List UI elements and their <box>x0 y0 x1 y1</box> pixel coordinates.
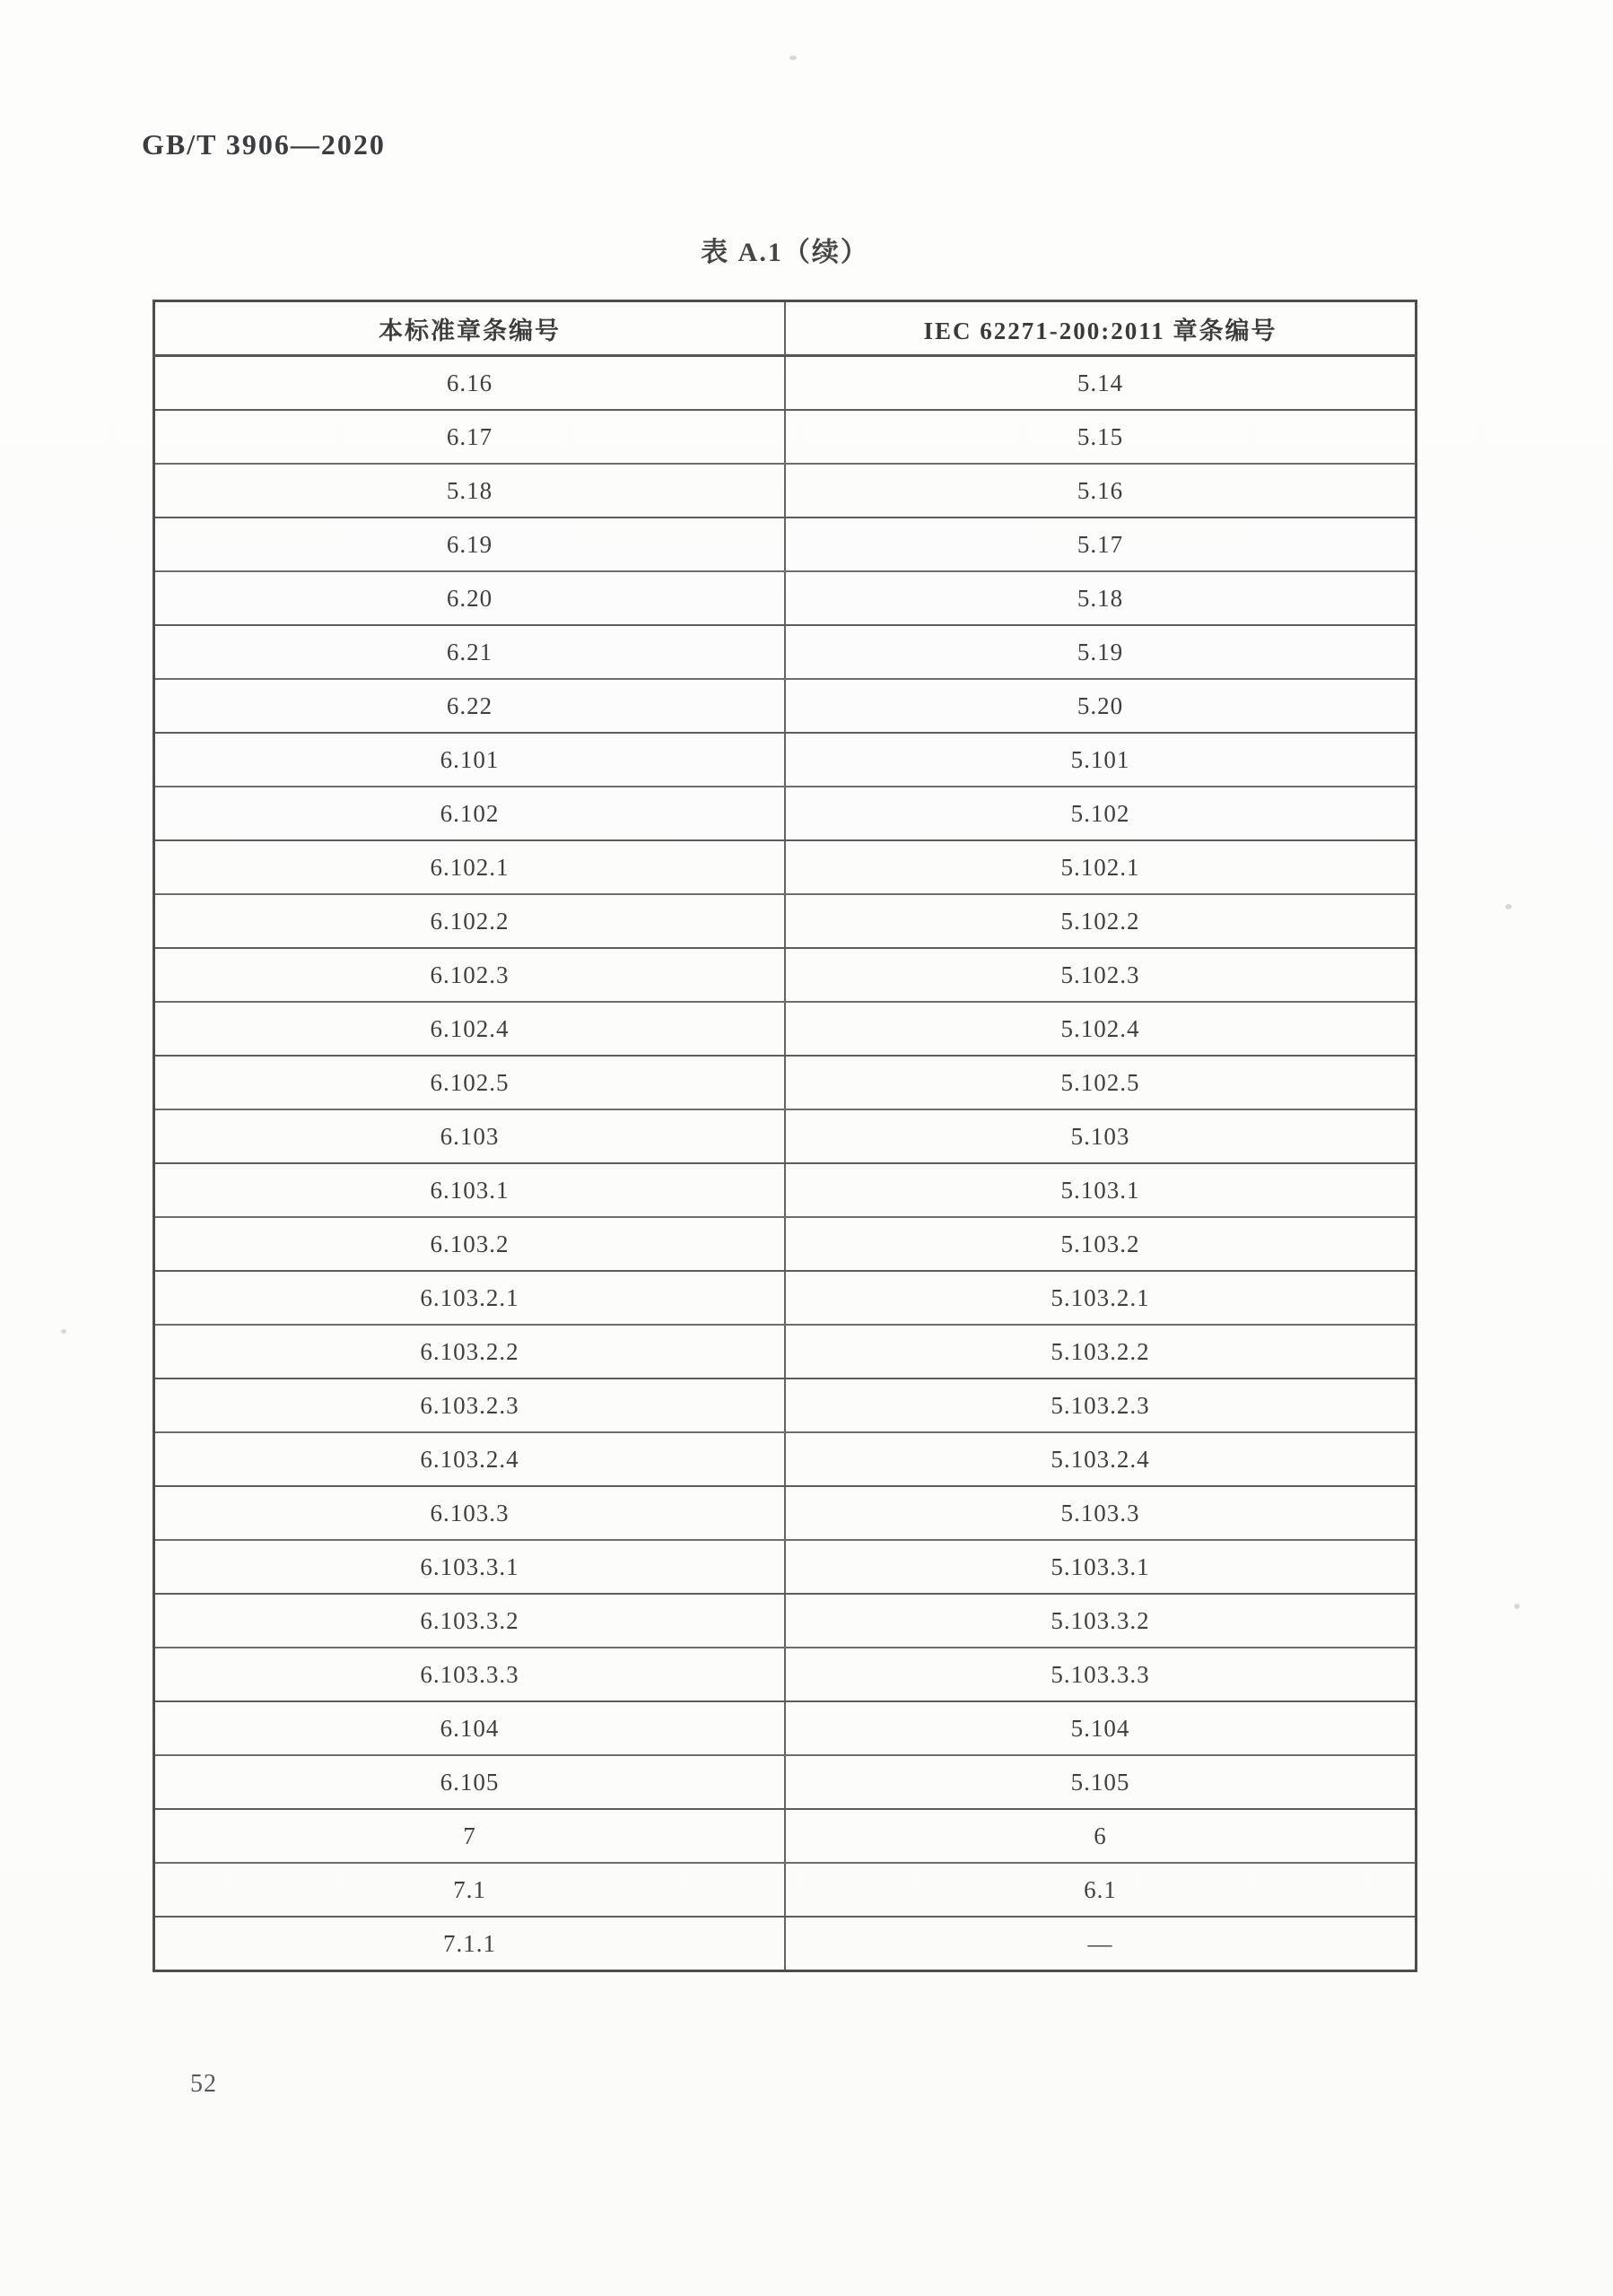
cell-this-standard-clause: 6.102.2 <box>154 894 786 948</box>
cell-iec-clause: 5.105 <box>785 1755 1417 1809</box>
cell-this-standard-clause: 6.103.2.4 <box>154 1432 786 1486</box>
cell-iec-clause: 5.103.2 <box>785 1217 1417 1271</box>
cell-this-standard-clause: 6.102.1 <box>154 840 786 894</box>
table-row <box>154 894 1417 948</box>
scan-speck <box>1514 1604 1520 1609</box>
table-row <box>154 1540 1417 1594</box>
cell-this-standard-clause: 6.103.2.1 <box>154 1271 786 1325</box>
table-row <box>154 1701 1417 1755</box>
table-header-row <box>154 301 1417 356</box>
cell-this-standard-clause: 6.103.2.3 <box>154 1378 786 1432</box>
table-row <box>154 787 1417 840</box>
cell-this-standard-clause: 6.102.3 <box>154 948 786 1002</box>
cell-iec-clause: 5.103.3 <box>785 1486 1417 1540</box>
clause-mapping-table <box>153 300 1417 1972</box>
table-body <box>154 356 1417 1971</box>
cell-this-standard-clause: 7.1.1 <box>154 1917 786 1971</box>
table-row <box>154 1486 1417 1540</box>
cell-iec-clause: 5.103.2.3 <box>785 1378 1417 1432</box>
cell-this-standard-clause: 7 <box>154 1809 786 1863</box>
cell-this-standard-clause: 6.103.3.1 <box>154 1540 786 1594</box>
table-row <box>154 1163 1417 1217</box>
cell-this-standard-clause: 7.1 <box>154 1863 786 1917</box>
cell-iec-clause: 5.17 <box>785 517 1417 571</box>
cell-this-standard-clause: 6.103.3.2 <box>154 1594 786 1648</box>
table-row <box>154 1809 1417 1863</box>
table-row <box>154 517 1417 571</box>
cell-this-standard-clause: 6.101 <box>154 733 786 787</box>
cell-this-standard-clause: 6.19 <box>154 517 786 571</box>
cell-this-standard-clause: 6.20 <box>154 571 786 625</box>
cell-this-standard-clause: 6.103.2.2 <box>154 1325 786 1378</box>
cell-iec-clause: 5.103.3.2 <box>785 1594 1417 1648</box>
cell-this-standard-clause: 5.18 <box>154 464 786 517</box>
cell-iec-clause: 5.15 <box>785 410 1417 464</box>
table-title: 表 A.1（续） <box>701 238 869 267</box>
cell-iec-clause: 5.103.3.1 <box>785 1540 1417 1594</box>
table-row <box>154 1056 1417 1109</box>
cell-iec-clause: 6.1 <box>785 1863 1417 1917</box>
cell-this-standard-clause: 6.16 <box>154 356 786 411</box>
cell-this-standard-clause: 6.103.3.3 <box>154 1648 786 1701</box>
cell-iec-clause: 5.20 <box>785 679 1417 733</box>
column-header-iec: IEC 62271-200:2011 章条编号 <box>785 301 1417 356</box>
cell-this-standard-clause: 6.102.4 <box>154 1002 786 1056</box>
cell-iec-clause: — <box>785 1917 1417 1971</box>
table-row <box>154 733 1417 787</box>
table-row <box>154 1271 1417 1325</box>
cell-this-standard-clause: 6.105 <box>154 1755 786 1809</box>
table-row <box>154 1594 1417 1648</box>
cell-iec-clause: 5.104 <box>785 1701 1417 1755</box>
cell-this-standard-clause: 6.103 <box>154 1109 786 1163</box>
column-header-this-standard: 本标准章条编号 <box>154 301 786 356</box>
cell-this-standard-clause: 6.103.3 <box>154 1486 786 1540</box>
table-row <box>154 1917 1417 1971</box>
standard-code: GB/T 3906—2020 <box>142 128 386 161</box>
cell-this-standard-clause: 6.102.5 <box>154 1056 786 1109</box>
page-number: 52 <box>190 2070 217 2098</box>
table-row <box>154 356 1417 411</box>
cell-this-standard-clause: 6.103.1 <box>154 1163 786 1217</box>
table-row <box>154 1432 1417 1486</box>
table-row <box>154 1863 1417 1917</box>
cell-iec-clause: 5.103.2.2 <box>785 1325 1417 1378</box>
scan-speck <box>789 56 797 60</box>
cell-this-standard-clause: 6.17 <box>154 410 786 464</box>
table-row <box>154 410 1417 464</box>
table-row <box>154 1378 1417 1432</box>
cell-this-standard-clause: 6.104 <box>154 1701 786 1755</box>
cell-iec-clause: 5.102 <box>785 787 1417 840</box>
cell-iec-clause: 5.102.2 <box>785 894 1417 948</box>
table-row <box>154 679 1417 733</box>
cell-iec-clause: 5.102.5 <box>785 1056 1417 1109</box>
cell-iec-clause: 5.14 <box>785 356 1417 411</box>
cell-iec-clause: 5.19 <box>785 625 1417 679</box>
cell-iec-clause: 6 <box>785 1809 1417 1863</box>
scan-speck <box>61 1329 66 1334</box>
table-row <box>154 1325 1417 1378</box>
table-row <box>154 1648 1417 1701</box>
cell-iec-clause: 5.103.2.1 <box>785 1271 1417 1325</box>
scan-speck <box>1505 904 1512 909</box>
table-row <box>154 1109 1417 1163</box>
table-row <box>154 948 1417 1002</box>
cell-this-standard-clause: 6.103.2 <box>154 1217 786 1271</box>
cell-iec-clause: 5.16 <box>785 464 1417 517</box>
table-row <box>154 1002 1417 1056</box>
cell-iec-clause: 5.101 <box>785 733 1417 787</box>
cell-iec-clause: 5.103.1 <box>785 1163 1417 1217</box>
table-row <box>154 464 1417 517</box>
cell-iec-clause: 5.102.3 <box>785 948 1417 1002</box>
cell-iec-clause: 5.102.1 <box>785 840 1417 894</box>
cell-iec-clause: 5.102.4 <box>785 1002 1417 1056</box>
table-row <box>154 1755 1417 1809</box>
table-row <box>154 625 1417 679</box>
cell-this-standard-clause: 6.22 <box>154 679 786 733</box>
cell-this-standard-clause: 6.21 <box>154 625 786 679</box>
cell-this-standard-clause: 6.102 <box>154 787 786 840</box>
cell-iec-clause: 5.103.3.3 <box>785 1648 1417 1701</box>
table-row <box>154 571 1417 625</box>
cell-iec-clause: 5.103 <box>785 1109 1417 1163</box>
cell-iec-clause: 5.103.2.4 <box>785 1432 1417 1486</box>
table-row <box>154 840 1417 894</box>
cell-iec-clause: 5.18 <box>785 571 1417 625</box>
table-row <box>154 1217 1417 1271</box>
